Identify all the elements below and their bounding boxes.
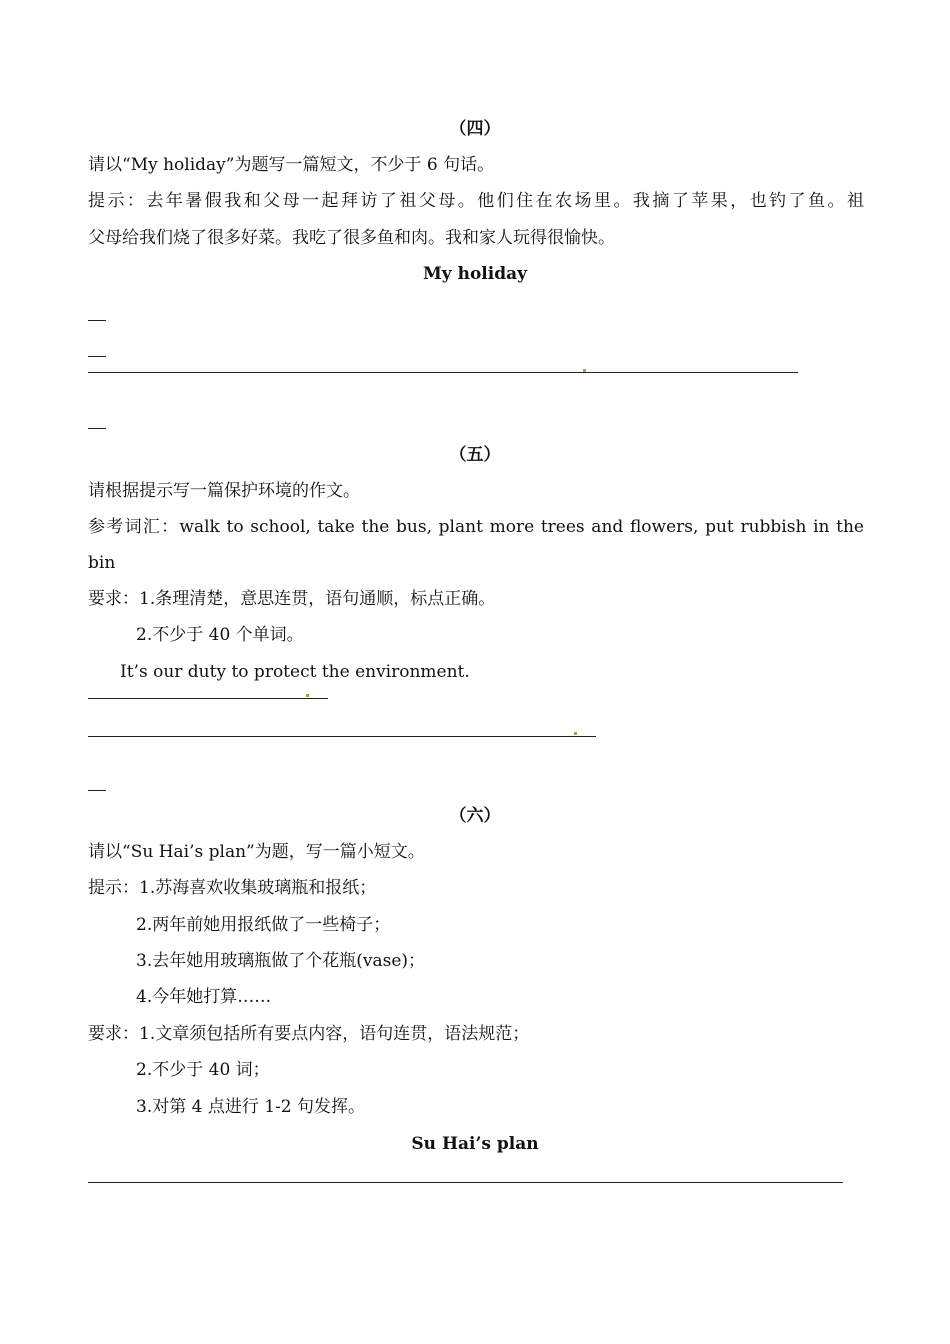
answer-line[interactable] [88,736,596,737]
section-6-hint-2: 2.两年前她用报纸做了一些椅子； [136,915,391,935]
answer-line[interactable] [88,698,328,699]
section-5-opening-sentence: It’s our duty to protect the environment. [120,662,470,682]
section-5-vocab-line2: bin [88,553,116,573]
section-6-prompt: 请以“Su Hai’s plan”为题，写一篇小短文。 [88,842,425,862]
section-4-hint-line1: 提示：去年暑假我和父母一起拜访了祖父母。他们住在农场里。我摘了苹果，也钓了鱼。祖 [88,191,864,211]
section-4-hint-line2: 父母给我们烧了很多好菜。我吃了很多鱼和肉。我和家人玩得很愉快。 [88,228,615,248]
answer-line-stub[interactable] [88,356,106,357]
section-5-requirement-2: 2.不少于 40 个单词。 [136,625,304,645]
section-6-heading: （六） [449,806,501,826]
text-cursor-mark [574,732,577,735]
section-6-requirement-3: 3.对第 4 点进行 1-2 句发挥。 [136,1097,366,1117]
section-6-requirement-2: 2.不少于 40 词； [136,1060,270,1080]
answer-line-stub[interactable] [88,320,106,321]
section-4-heading: （四） [449,119,501,139]
section-6-requirement-1: 要求：1.文章须包括所有要点内容，语句连贯，语法规范； [88,1024,530,1044]
text-cursor-mark [306,694,309,697]
answer-line[interactable] [88,1182,843,1183]
section-5-heading: （五） [449,445,501,465]
section-6-title: Su Hai’s plan [411,1134,539,1154]
section-4-title: My holiday [422,264,527,284]
section-5-requirement-1: 要求：1.条理清楚，意思连贯，语句通顺，标点正确。 [88,589,496,609]
section-5-prompt: 请根据提示写一篇保护环境的作文。 [88,481,360,501]
section-4-prompt: 请以“My holiday”为题写一篇短文，不少于 6 句话。 [88,155,495,175]
section-6-hint-1: 提示：1.苏海喜欢收集玻璃瓶和报纸； [88,878,377,898]
section-6-hint-3: 3.去年她用玻璃瓶做了个花瓶(vase)； [136,951,426,971]
section-6-hint-4: 4.今年她打算…… [136,987,272,1007]
answer-line-stub[interactable] [88,790,106,791]
answer-line[interactable] [88,372,798,373]
text-cursor-mark [583,369,586,372]
section-5-vocab-line1: 参考词汇：walk to school, take the bus, plant more trees and flowers, put rubbish in the [88,517,864,537]
answer-line-stub[interactable] [88,428,106,429]
